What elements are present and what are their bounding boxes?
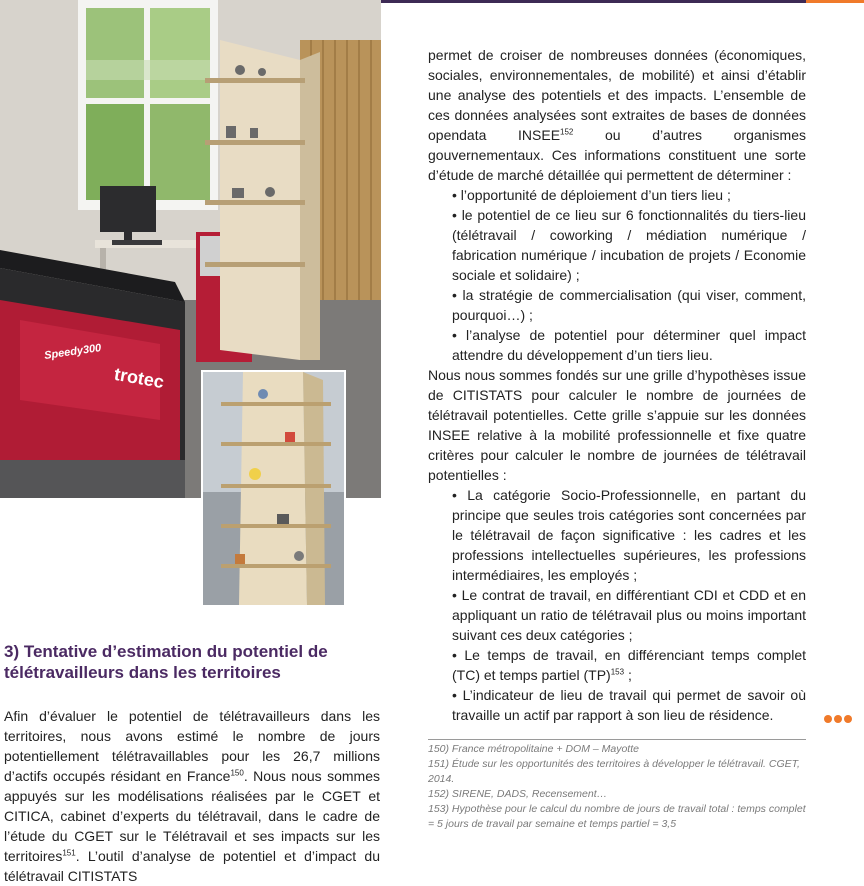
bullet-contrat: • Le contrat de travail, en différentiant CDI et CDD et en appliquant un ratio de télétravail plus ou moins important suivant ces deux catégories ; [452, 587, 806, 643]
bullet-opportunite: • l’opportunité de déploiement d’un tiers lieu ; [452, 187, 731, 203]
left-paragraph [4, 706, 380, 886]
right-p1-b: ou d’autres organismes gouvernementaux. Ces informations constituent une sorte d’étude de marché détaillée qui permettent de déterminer : [428, 127, 806, 183]
footnote-153: 153) Hypothèse pour le calcul du nombre de jours de travail total : temps complet = 5 jours de travail par semaine et temps partiel = 3,5 [428, 803, 806, 830]
bullet-temps-text: • Le temps de travail, en différenciant temps complet (TC) et temps partiel (TP) [452, 647, 806, 683]
dot-icon [834, 715, 842, 723]
left-intro-b: . Nous nous sommes appuyés sur les modélisations réalisées par le CGET et CITICA, cabinet d’experts du télétravail, dans le cadre de l’étude du CGET sur le Télétravail et ses impacts sur les territoires [4, 768, 380, 864]
top-bar-accent [806, 0, 864, 3]
footnote-152: 152) SIRENE, DADS, Recensement… [428, 788, 608, 800]
bullet-potentiel: • le potentiel de ce lieu sur 6 fonctionnalités du tiers-lieu (télétravail / coworking / médiation numérique / fabrication numérique / incubation de projets / Economie sociale et solidaire) ; [452, 207, 806, 283]
footnotes [428, 742, 808, 832]
left-column [4, 706, 380, 886]
footnote-ref-151: 151 [62, 848, 76, 858]
footnote-ref-152: 152 [560, 127, 574, 137]
bullet-temps-end: ; [624, 667, 632, 683]
right-column [428, 45, 806, 725]
photo-shelf-tower-drawing [203, 372, 344, 605]
bullet-strategie: • la stratégie de commercialisation (qui viser, comment, pourquoi…) ; [452, 287, 806, 323]
photo-brand-label: trotec [112, 363, 166, 393]
section-title-line1: 3) Tentative d’estimation du potentiel de [4, 642, 328, 661]
footnote-151: 151) Étude sur les opportunités des territoires à développer le télétravail. CGET, 2014. [428, 758, 800, 785]
bullet-lieu: • L’indicateur de lieu de travail qui permet de savoir où travaille un actif par rapport à son lieu de résidence. [452, 687, 806, 723]
footnote-150: 150) France métropolitaine + DOM – Mayotte [428, 743, 639, 755]
left-intro-c: . L’outil d’analyse de potentiel et d’impact du télétravail CITISTATS [4, 848, 380, 884]
bullet-categorie: • La catégorie Socio-Professionnelle, en partant du principe que seules trois catégories sont concernées par le télétravail de façon significative : les cadres et les professions intellectuelles supérieures, les professions intermédiaires, les employés ; [452, 487, 806, 583]
right-paragraph-2: Nous nous sommes fondés sur une grille d’hypothèses issue de CITISTATS pour calculer le nombre de journées de télétravail potentielles. Cette grille s’appuie sur les données INSEE relative à la mobilité professionnelle et fixe quatre critères pour calculer le nombre de journées de télétravail potentielles : [428, 367, 806, 483]
left-intro: Afin d’évaluer le potentiel de télétravailleurs dans les territoires, nous avons estimé le nombre de jours potentiellement télétravaillables pour les 26,7 millions d’actifs occupés résidant en France [4, 708, 380, 784]
photo-shelf-tower [201, 370, 346, 607]
footnote-ref-153: 153 [610, 667, 625, 677]
bullet-analyse: • l’analyse de potentiel pour déterminer quel impact attendre du développement d’un tiers lieu. [452, 327, 806, 363]
right-p1-a: permet de croiser de nombreuses données (économiques, sociales, environnementales, de mobilité) et ainsi d’établir une analyse des potentiels et des impacts. L’ensemble de ces données analysées sont extraites de bases de données opendata INSEE [428, 47, 806, 143]
photo-model-label: Speedy300 [43, 342, 103, 362]
footnote-divider [428, 739, 806, 740]
bullet-temps [428, 645, 806, 685]
section-title-line2: télétravailleurs dans les territoires [4, 663, 281, 682]
right-paragraph-1 [428, 45, 806, 185]
dot-icon [844, 715, 852, 723]
section-title [4, 641, 384, 683]
three-dots-icon [824, 710, 854, 720]
dot-icon [824, 715, 832, 723]
footnote-ref-150: 150 [230, 768, 244, 778]
